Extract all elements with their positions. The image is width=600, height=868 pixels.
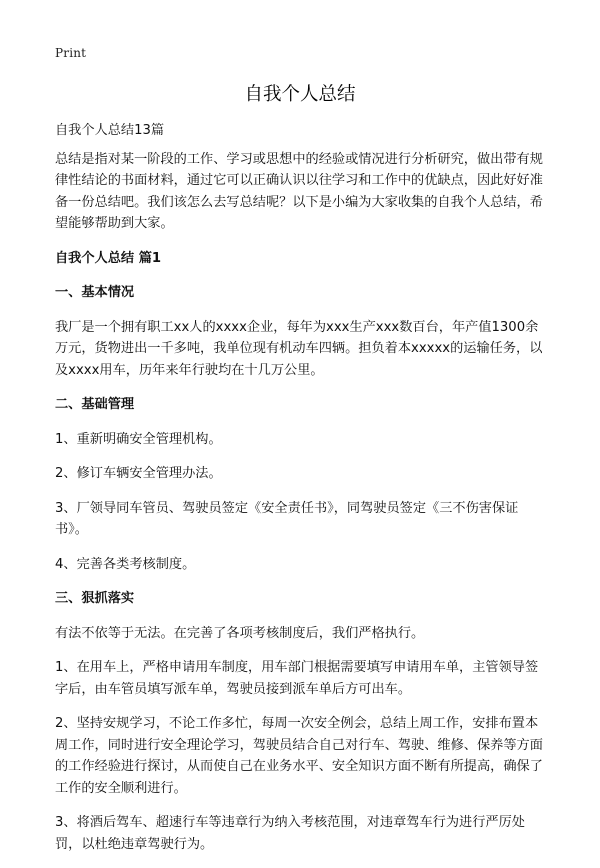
- list-item: 3、厂领导同车管员、驾驶员签定《安全责任书》，同驾驶员签定《三不伤害保证书》。: [55, 500, 519, 537]
- print-link[interactable]: Print: [55, 46, 87, 60]
- section-basic-paragraph: 我厂是一个拥有职工xx人的xxxx企业，每年为xxx生产xxx数百台，年产值1300余万元，货物进出一千多吨，我单位现有机动车四辆。担负着本xxxxx的运输任务，以及xxxx用车，历年来年行驶均在十几万公里。: [55, 319, 543, 378]
- document-subtitle: 自我个人总结13篇: [55, 123, 165, 138]
- section-heading-basic: 一、基本情况: [55, 285, 135, 300]
- list-item: 1、在用车上，严格申请用车制度，用车部门根据需要填写申请用车单，主管领导签字后，由车管员填写派车单，驾驶员接到派车单后方可出车。: [55, 660, 539, 697]
- document-body: [55, 120, 547, 868]
- page-title: 自我个人总结: [244, 84, 356, 105]
- list-item: 2、坚持安规学习，不论工作多忙，每周一次安全例会，总结上周工作，安排布置本周工作，同时进行安全理论学习，驾驶员结合自己对行车、驾驶、维修、保养等方面的工作经验进行探讨，从而使自己在业务水平、安全知识方面不断有所提高，确保了工作的安全顺利进行。: [55, 716, 543, 796]
- list-item: 4、完善各类考核制度。: [55, 556, 196, 572]
- list-item: 2、修订车辆安全管理办法。: [55, 466, 222, 481]
- chapter-heading: 自我个人总结 篇1: [55, 250, 162, 266]
- section-heading-management: 二、基础管理: [55, 397, 135, 412]
- section-heading-implementation: 三、狠抓落实: [55, 591, 135, 606]
- list-item: 3、将酒后驾车、超速行车等违章行为纳入考核范围，对违章驾车行为进行严厉处罚，以杜绝违章驾驶行为。: [55, 815, 525, 852]
- list-item: 有法不依等于无法。在完善了各项考核制度后，我们严格执行。: [55, 625, 425, 641]
- intro-paragraph: 总结是指对某一阶段的工作、学习或思想中的经验或情况进行分析研究，做出带有规律性结论的书面材料，通过它可以正确认识以往学习和工作中的优缺点，因此好好准备一份总结吧。我们该怎么去写总结呢？以下是小编为大家收集的自我个人总结，希望能够帮助到大家。: [55, 151, 543, 231]
- list-item: 1、重新明确安全管理机构。: [55, 431, 222, 447]
